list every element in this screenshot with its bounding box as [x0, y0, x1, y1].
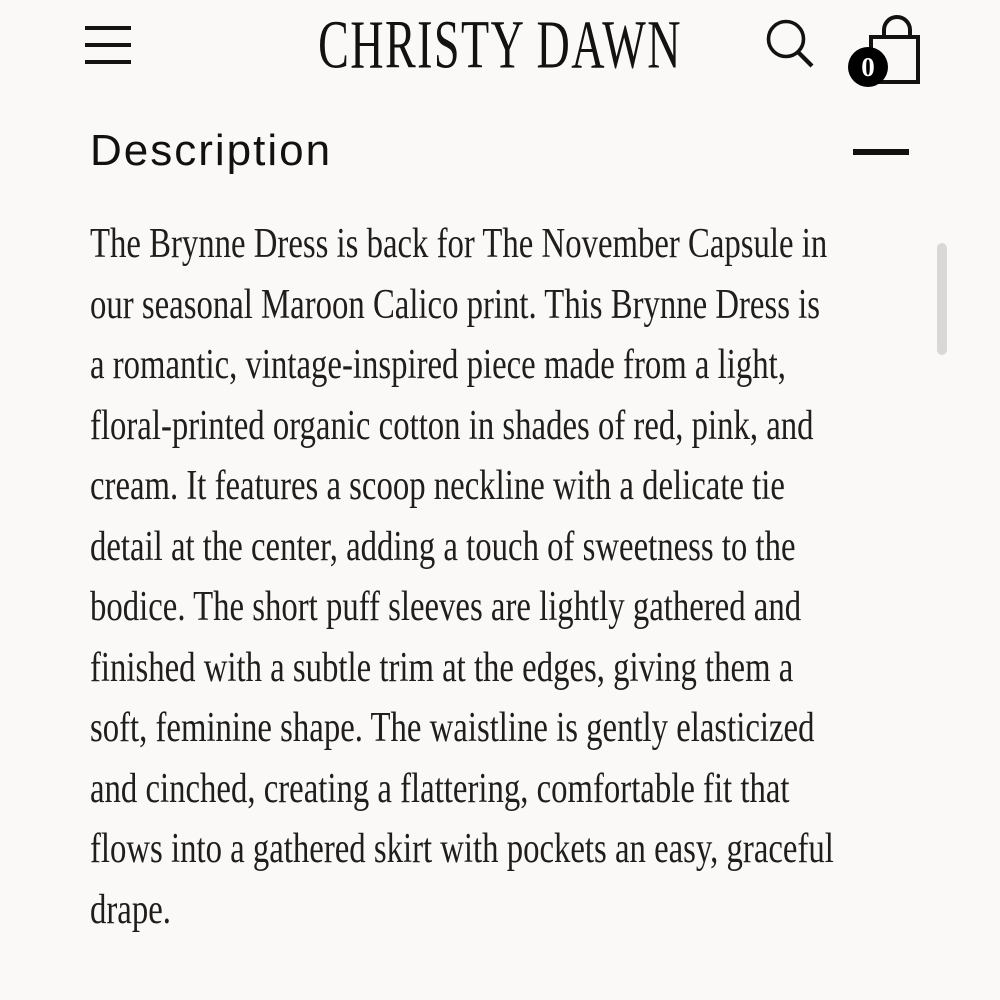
description-line: and cinched, creating a flattering, comfortable fit that	[90, 765, 790, 812]
search-icon	[761, 63, 821, 80]
description-line: drape.	[90, 886, 171, 933]
description-text	[90, 214, 1000, 940]
section-title: Description	[90, 126, 333, 175]
description-line: cream. It features a scoop neckline with a delicate tie	[90, 463, 785, 509]
description-line: our seasonal Maroon Calico print. This Brynne Dress is	[90, 281, 821, 328]
search-button[interactable]	[761, 14, 821, 76]
description-line: bodice. The short puff sleeves are lightly gathered and	[90, 584, 802, 630]
cart-button[interactable]	[843, 10, 927, 92]
description-line: flows into a gathered skirt with pockets an easy, graceful	[90, 826, 834, 872]
menu-button[interactable]	[85, 24, 131, 70]
scrollbar-thumb[interactable]	[937, 243, 947, 355]
description-line: floral-printed organic cotton in shades of red, pink, and	[90, 402, 814, 449]
description-accordion-header[interactable]	[0, 124, 1000, 180]
description-line: finished with a subtle trim at the edges, giving them a	[90, 644, 794, 691]
description-line: soft, feminine shape. The waistline is gently elasticized	[90, 705, 815, 751]
description-line: a romantic, vintage-inspired piece made from a light,	[90, 342, 786, 388]
brand-logo[interactable]: CHRISTY DAWN	[318, 6, 682, 83]
collapse-minus-icon[interactable]	[853, 149, 909, 155]
site-header	[0, 0, 1000, 100]
cart-count-badge: 0	[848, 47, 888, 87]
description-line: The Brynne Dress is back for The November Capsule in	[90, 221, 828, 267]
description-line: detail at the center, adding a touch of sweetness to the	[90, 523, 796, 570]
